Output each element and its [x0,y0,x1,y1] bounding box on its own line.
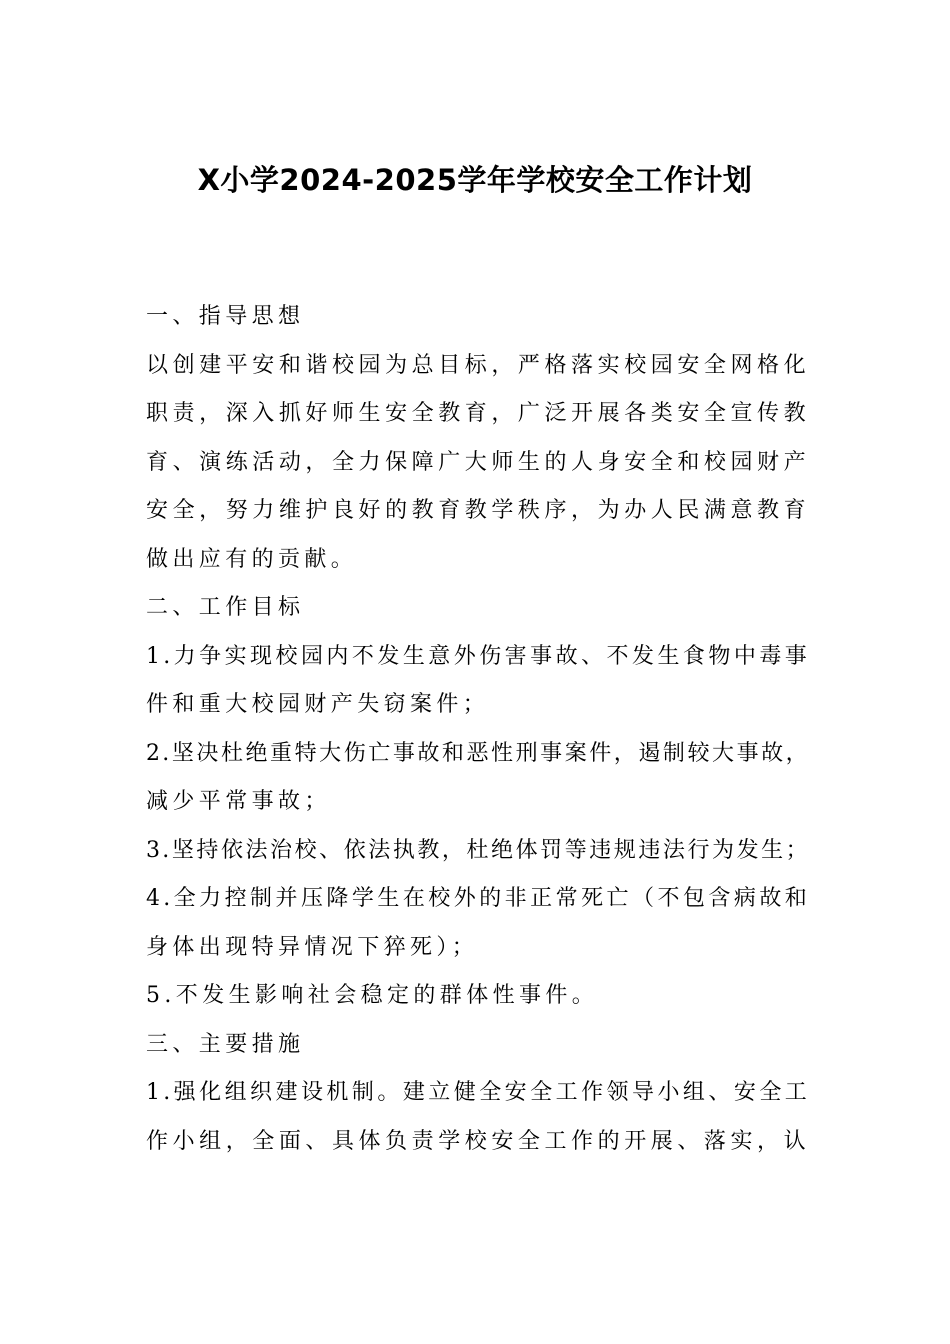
list-item-line: 5.不发生影响社会稳定的群体性事件。 [146,983,599,1008]
section-heading-guiding-ideology: 一、指导思想 [146,304,305,329]
list-item-line: 身体出现特异情况下猝死）； [146,934,479,960]
paragraph-line: 以创建平安和谐校园为总目标，严格落实校园安全网格化 [146,352,810,378]
section-heading-work-goals: 二、工作目标 [146,595,305,620]
list-item-line: 减少平常事故； [146,789,331,814]
list-item-line: 件和重大校园财产失窃案件； [146,692,490,717]
paragraph-line: 育、演练活动，全力保障广大师生的人身安全和校园财产 [146,449,810,475]
section-heading-main-measures: 三、主要措施 [146,1031,305,1057]
list-item-line: 2.坚决杜绝重特大伤亡事故和恶性刑事案件，遏制较大事故， [146,740,810,766]
paragraph-line: 做出应有的贡献。 [146,546,358,572]
list-item-line: 4.全力控制并压降学生在校外的非正常死亡（不包含病故和 [146,886,810,911]
list-item-line: 3.坚持依法治校、依法执教，杜绝体罚等违规违法行为发生； [146,837,810,863]
document-body [146,293,810,1166]
list-item-line: 1.力争实现校园内不发生意外伤害事故、不发生食物中毒事 [146,643,810,669]
paragraph-line: 安全，努力维护良好的教育教学秩序，为办人民满意教育 [146,498,810,523]
list-item-line: 作小组，全面、具体负责学校安全工作的开展、落实，认 [146,1128,810,1154]
paragraph-line: 职责，深入抓好师生安全教育，广泛开展各类安全宣传教 [146,401,810,426]
list-item-line: 1.强化组织建设机制。建立健全安全工作领导小组、安全工 [146,1080,810,1105]
document-title: X小学2024-2025学年学校安全工作计划 [197,163,753,197]
